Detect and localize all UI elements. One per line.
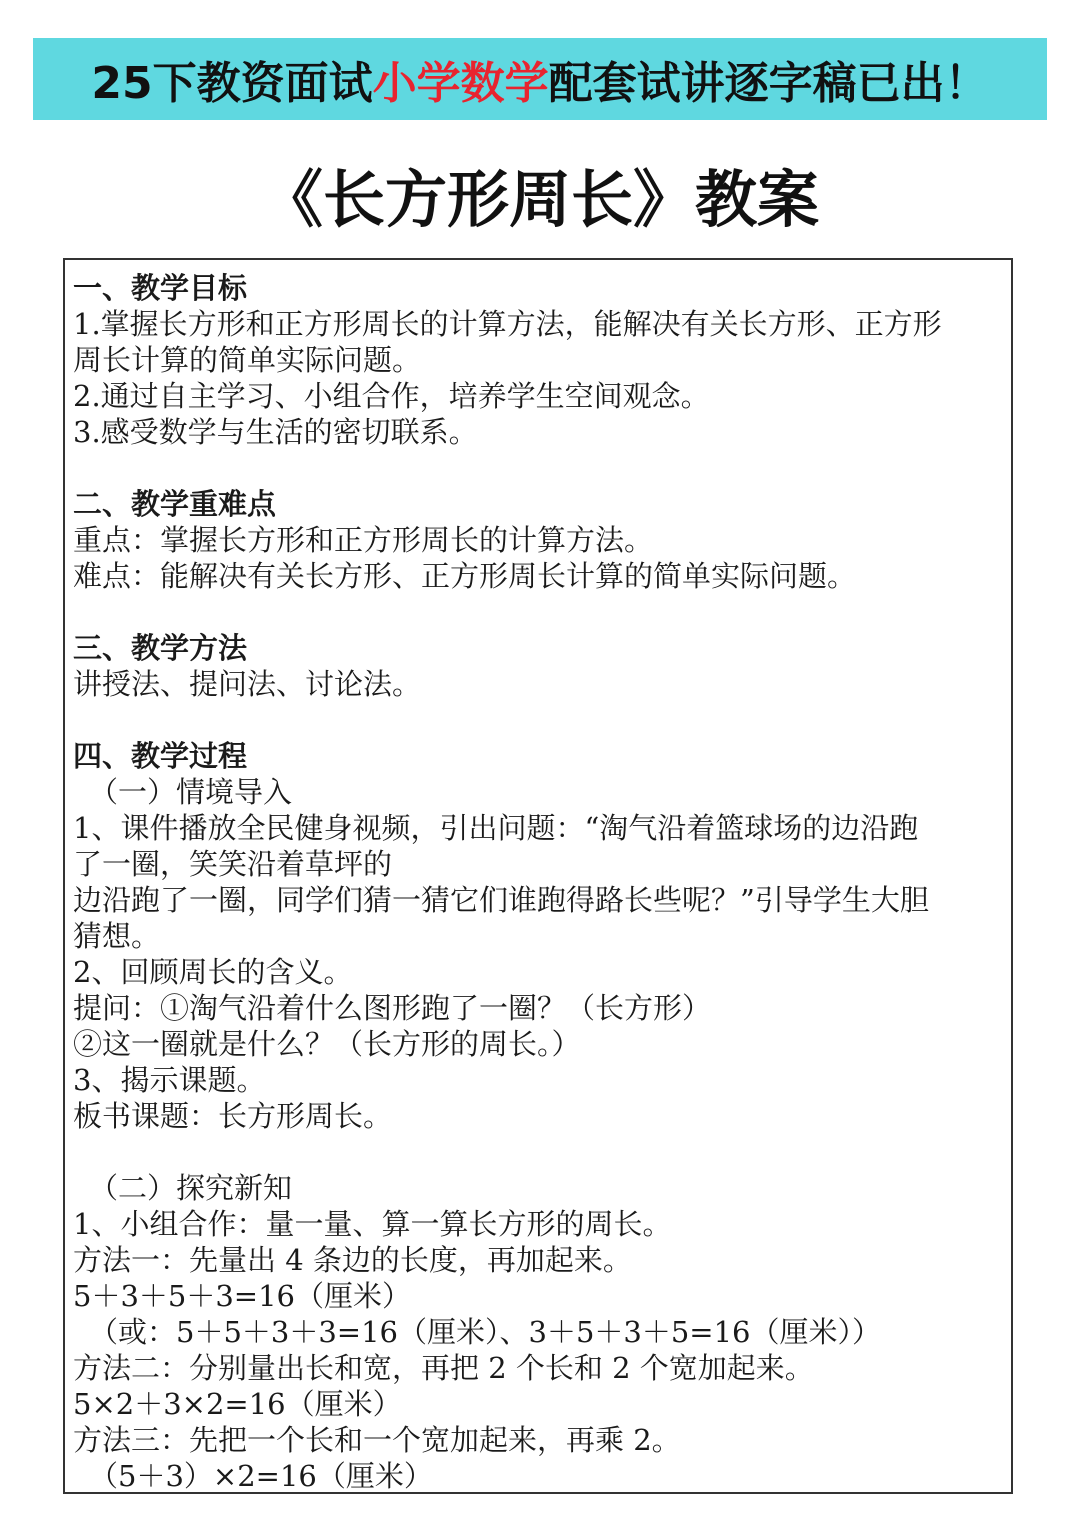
process-line: （或：5＋5＋3＋3=16（厘米）、3＋5＋3＋5=16（厘米）） — [89, 1315, 882, 1349]
process-line: 方法一：先量出 4 条边的长度，再加起来。 — [73, 1243, 632, 1277]
banner-text-prefix: 25下教资面试 — [91, 58, 373, 109]
process-line: 5＋3＋5＋3=16（厘米） — [73, 1279, 412, 1313]
lesson-plan-box — [63, 258, 1013, 1494]
process-line: 方法三：先把一个长和一个宽加起来，再乘 2。 — [73, 1423, 681, 1457]
goals-line: 周长计算的简单实际问题。 — [73, 343, 422, 377]
process-line: 方法二：分别量出长和宽，再把 2 个长和 2 个宽加起来。 — [73, 1351, 814, 1385]
goals-line: 1.掌握长方形和正方形周长的计算方法，能解决有关长方形、正方形 — [73, 307, 942, 341]
process-subheading-intro: （一）情境导入 — [89, 775, 293, 809]
section-heading-key-points: 二、教学重难点 — [73, 487, 277, 521]
key-point-line: 难点：能解决有关长方形、正方形周长计算的简单实际问题。 — [73, 559, 857, 593]
banner-text-highlight: 小学数学 — [372, 58, 549, 109]
key-point-line: 重点：掌握长方形和正方形周长的计算方法。 — [73, 523, 654, 557]
banner-text-suffix: 配套试讲逐字稿已出！ — [548, 58, 989, 109]
document-title: 《长方形周长》教案 — [260, 163, 819, 236]
process-line: ②这一圈就是什么？（长方形的周长。） — [73, 1027, 581, 1061]
process-line: 了一圈，笑笑沿着草坪的 — [73, 847, 393, 881]
section-spacer — [73, 702, 1003, 738]
process-line: 1、课件播放全民健身视频，引出问题：“淘气沿着篮球场的边沿跑 — [73, 811, 919, 845]
methods-line: 讲授法、提问法、讨论法。 — [73, 667, 422, 701]
process-line: 2、回顾周长的含义。 — [73, 955, 353, 989]
process-line: 1、小组合作：量一量、算一算长方形的周长。 — [73, 1207, 672, 1241]
section-heading-methods: 三、教学方法 — [73, 631, 248, 665]
section-heading-goals: 一、教学目标 — [73, 271, 248, 305]
process-line: 提问：①淘气沿着什么图形跑了一圈？（长方形） — [73, 991, 712, 1025]
process-line: 板书课题：长方形周长。 — [73, 1099, 393, 1133]
process-line: 边沿跑了一圈，同学们猜一猜它们谁跑得路长些呢？”引导学生大胆 — [73, 883, 929, 917]
section-spacer — [73, 450, 1003, 486]
section-spacer — [73, 1134, 1003, 1170]
section-spacer — [73, 594, 1003, 630]
section-heading-process: 四、教学过程 — [73, 739, 248, 773]
process-line: 3、揭示课题。 — [73, 1063, 266, 1097]
goals-line: 2.通过自主学习、小组合作，培养学生空间观念。 — [73, 379, 710, 413]
promo-banner — [33, 38, 1047, 120]
goals-line: 3.感受数学与生活的密切联系。 — [73, 415, 478, 449]
process-line: 猜想。 — [73, 919, 161, 953]
process-line: （5＋3）×2=16（厘米） — [89, 1459, 433, 1493]
process-subheading-explore: （二）探究新知 — [89, 1171, 293, 1205]
process-line: 5×2＋3×2=16（厘米） — [73, 1387, 402, 1421]
